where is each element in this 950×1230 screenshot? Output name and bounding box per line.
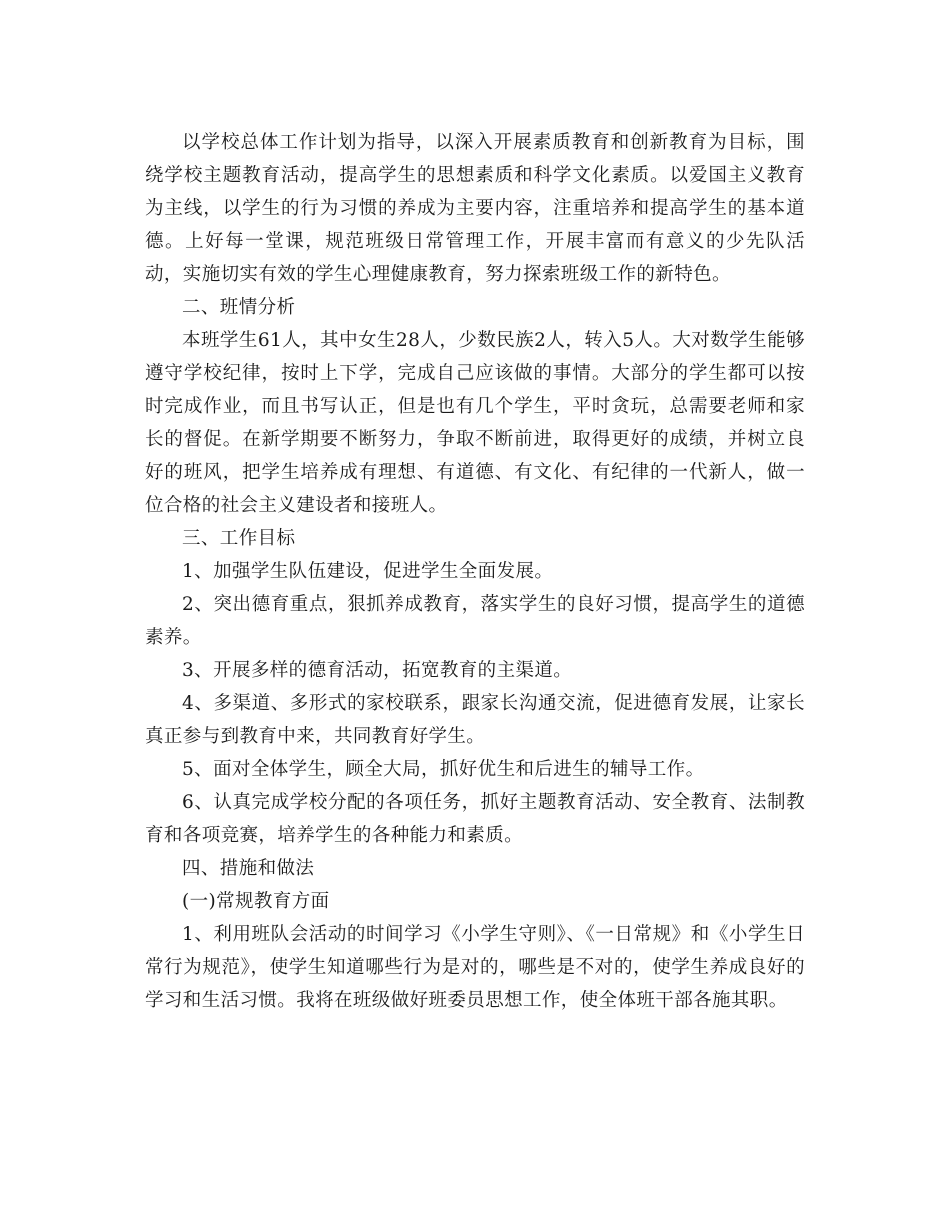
- paragraph-class-analysis: 本班学生61人，其中女生28人，少数民族2人，转入5人。大对数学生能够遵守学校纪律，按时上下学，完成自己应该做的事情。大部分的学生都可以按时完成作业，而且书写认正，但是也有几个学生，平时贪玩，总需要老师和家长的督促。在新学期要不断努力，争取不断前进，取得更好的成绩，并树立良好的班风，把学生培养成有理想、有道德、有文化、有纪律的一代新人，做一位合格的社会主义建设者和接班人。: [145, 330, 805, 516]
- goal-item-3: 3、开展多样的德育活动，拓宽教育的主渠道。: [182, 660, 573, 681]
- section-heading-measures: 四、措施和做法: [182, 858, 315, 879]
- goal-item-6: 6、认真完成学校分配的各项任务，抓好主题教育活动、安全教育、法制教育和各项竞赛，培养学生的各种能力和素质。: [145, 792, 805, 846]
- document-page: [145, 126, 805, 1017]
- goal-item-2: 2、突出德育重点，狠抓养成教育，落实学生的良好习惯，提高学生的道德素养。: [145, 594, 805, 648]
- measure-item-1: 1、利用班队会活动的时间学习《小学生守则》、《一日常规》和《小学生日常行为规范》，使学生知道哪些行为是对的，哪些是不对的，使学生养成良好的学习和生活习惯。我将在班级做好班委员思想工作，使全体班干部各施其职。: [145, 924, 805, 1011]
- section-heading-work-goals: 三、工作目标: [182, 528, 296, 549]
- goal-item-4: 4、多渠道、多形式的家校联系，跟家长沟通交流，促进德育发展，让家长真正参与到教育中来，共同教育好学生。: [145, 693, 805, 747]
- goal-item-5: 5、面对全体学生，顾全大局，抓好优生和后进生的辅导工作。: [182, 759, 705, 780]
- subsection-heading-routine-education: (一)常规教育方面: [182, 891, 330, 912]
- goal-item-1: 1、加强学生队伍建设，促进学生全面发展。: [182, 561, 554, 582]
- paragraph-intro: 以学校总体工作计划为指导，以深入开展素质教育和创新教育为目标，围绕学校主题教育活动，提高学生的思想素质和科学文化素质。以爱国主义教育为主线，以学生的行为习惯的养成为主要内容，注重培养和提高学生的基本道德。上好每一堂课，规范班级日常管理工作，开展丰富而有意义的少先队活动，实施切实有效的学生心理健康教育，努力探索班级工作的新特色。: [145, 132, 805, 285]
- section-heading-class-analysis: 二、班情分析: [182, 297, 296, 318]
